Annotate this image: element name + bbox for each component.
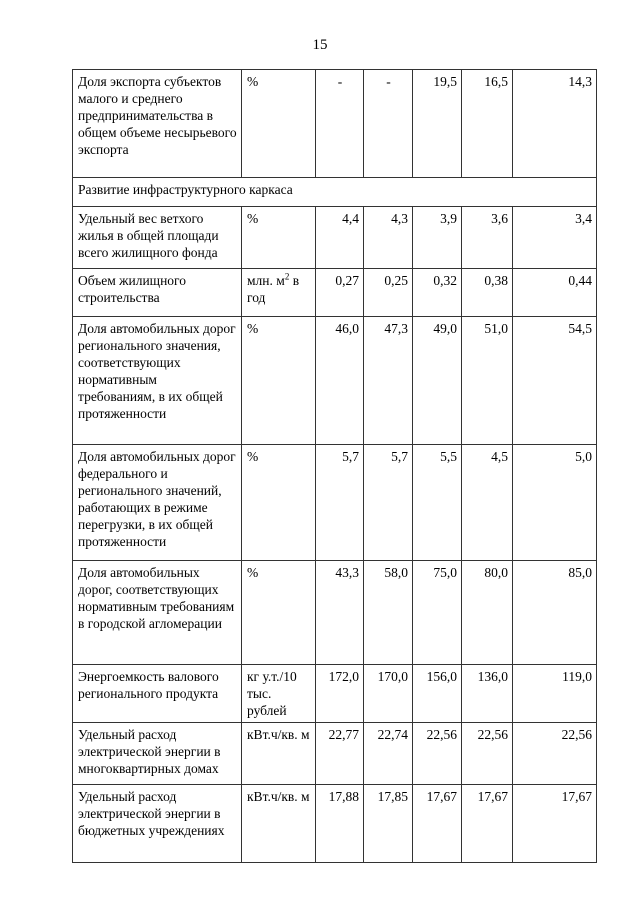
value-cell: 5,7 [316,445,364,561]
page-number: 15 [312,37,328,53]
value-cell: 0,25 [364,269,413,317]
value-cell: 4,4 [316,207,364,269]
value-cell: 75,0 [413,561,462,665]
unit-cell: кг у.т./10 тыс. рублей [242,665,316,723]
value-cell: 22,56 [413,723,462,785]
indicators-table [72,69,597,863]
value-cell: 3,6 [462,207,513,269]
unit-cell: % [242,70,316,178]
value-cell: 170,0 [364,665,413,723]
unit-cell: % [242,561,316,665]
table-row [73,723,597,785]
indicator-name: Объем жилищного строительства [73,269,242,317]
indicator-name: Удельный вес ветхого жилья в общей площади всего жилищного фонда [73,207,242,269]
value-cell: 22,56 [462,723,513,785]
unit-text: млн. м [247,273,285,288]
value-cell: 4,3 [364,207,413,269]
value-cell: 19,5 [413,70,462,178]
value-cell: 0,44 [513,269,597,317]
indicator-name: Доля автомобильных дорог, соответствующих нормативным требованиям в городской агломерации [73,561,242,665]
indicator-name: Энергоемкость валового регионального продукта [73,665,242,723]
unit-text: в год [247,273,300,305]
value-cell: 17,67 [462,785,513,863]
value-cell: 136,0 [462,665,513,723]
value-cell: 0,38 [462,269,513,317]
unit-cell: % [242,445,316,561]
value-cell: 0,32 [413,269,462,317]
value-cell: 156,0 [413,665,462,723]
indicator-name: Доля экспорта субъектов малого и среднего предпринимательства в общем объеме несырьевого экспорта [73,70,242,178]
value-cell: 4,5 [462,445,513,561]
value-cell: 22,77 [316,723,364,785]
value-cell: 22,56 [513,723,597,785]
value-cell: 51,0 [462,317,513,445]
table-row [73,207,597,269]
value-cell: 17,67 [513,785,597,863]
value-cell: 47,3 [364,317,413,445]
value-cell: 85,0 [513,561,597,665]
table-row [73,665,597,723]
unit-superscript: 2 [284,271,290,282]
table-row [73,785,597,863]
unit-cell [242,269,316,317]
section-title: Развитие инфраструктурного каркаса [73,178,597,207]
value-cell: 3,9 [413,207,462,269]
value-cell: - [316,70,364,178]
value-cell: 5,7 [364,445,413,561]
table-row [73,70,597,178]
table-row [73,445,597,561]
value-cell: 49,0 [413,317,462,445]
unit-cell: % [242,207,316,269]
table-row [73,317,597,445]
value-cell: 80,0 [462,561,513,665]
value-cell: 119,0 [513,665,597,723]
value-cell: 54,5 [513,317,597,445]
value-cell: 172,0 [316,665,364,723]
value-cell: 0,27 [316,269,364,317]
unit-cell: % [242,317,316,445]
table-row [73,269,597,317]
indicator-name: Доля автомобильных дорог федерального и регионального значений, работающих в режиме перегрузки, в их общей протяженности [73,445,242,561]
value-cell: 43,3 [316,561,364,665]
indicator-name: Доля автомобильных дорог регионального значения, соответствующих нормативным требованиям, в их общей протяженности [73,317,242,445]
value-cell: 5,0 [513,445,597,561]
indicator-name: Удельный расход электрической энергии в бюджетных учреждениях [73,785,242,863]
value-cell: 5,5 [413,445,462,561]
value-cell: 22,74 [364,723,413,785]
value-cell: 17,85 [364,785,413,863]
value-cell: 17,88 [316,785,364,863]
indicator-name: Удельный расход электрической энергии в многоквартирных домах [73,723,242,785]
value-cell: 16,5 [462,70,513,178]
value-cell: 58,0 [364,561,413,665]
value-cell: 14,3 [513,70,597,178]
value-cell: 3,4 [513,207,597,269]
value-cell: 46,0 [316,317,364,445]
value-cell: - [364,70,413,178]
unit-cell: кВт.ч/кв. м [242,785,316,863]
section-row [73,178,597,207]
unit-cell: кВт.ч/кв. м [242,723,316,785]
value-cell: 17,67 [413,785,462,863]
table-row [73,561,597,665]
